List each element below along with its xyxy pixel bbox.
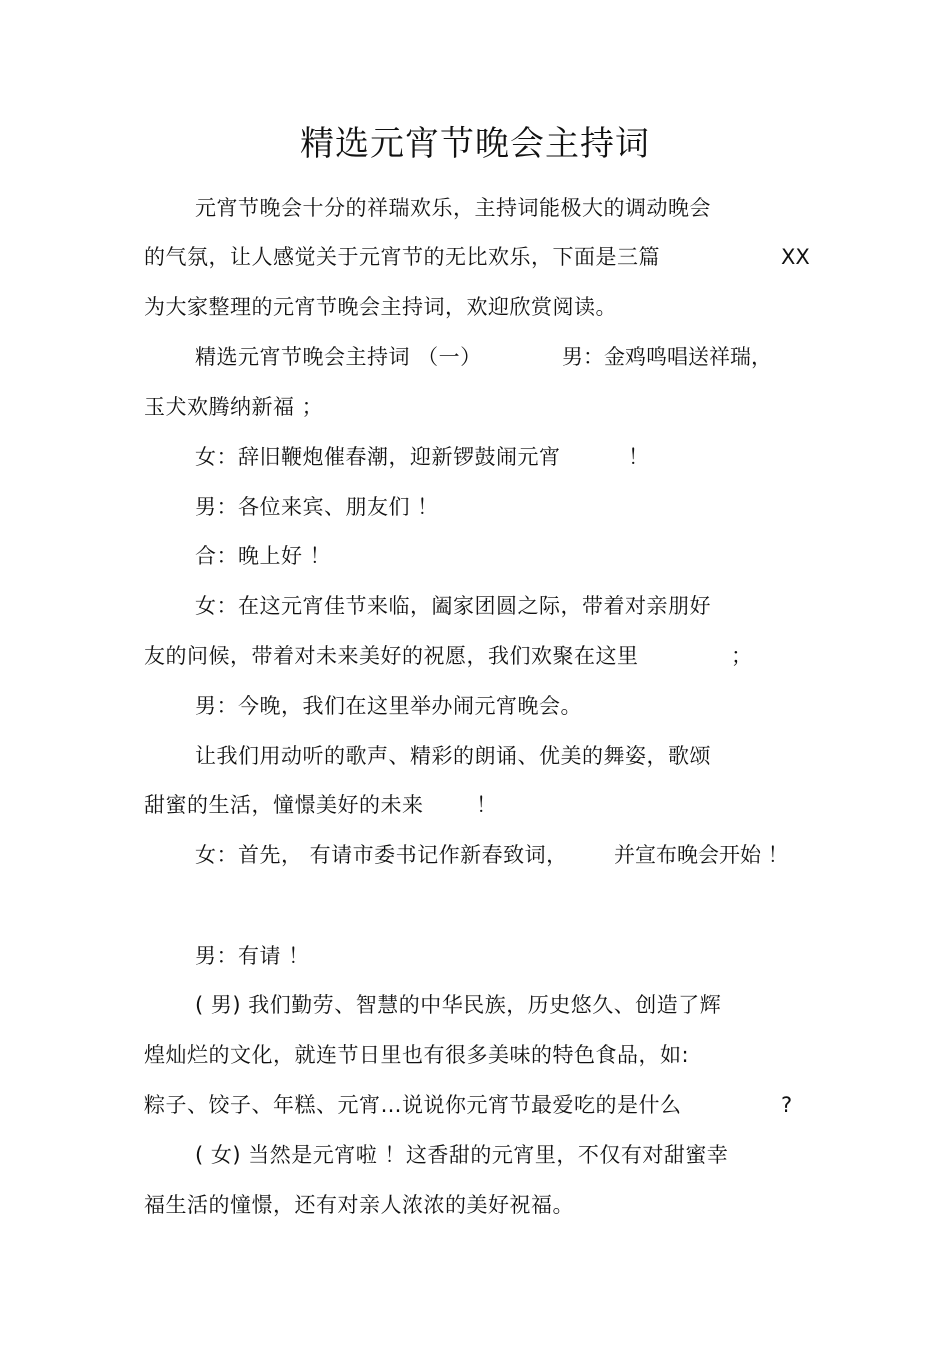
dialogue-line: ( 女) 当然是元宵啦 ！这香甜的元宵里，不仅有对甜蜜幸 xyxy=(195,1143,729,1167)
dialogue-line: 福生活的憧憬，还有对亲人浓浓的美好祝福。 xyxy=(144,1193,574,1217)
dialogue-line: 玉犬欢腾纳新福 ； xyxy=(144,395,324,419)
dialogue-line: 煌灿烂的文化，就连节日里也有很多美味的特色食品，如: xyxy=(144,1043,690,1067)
dialogue-line: ( 男) 我们勤劳、智慧的中华民族，历史悠久、创造了辉 xyxy=(195,993,722,1017)
paragraph-line: 的气氛，让人感觉关于元宵节的无比欢乐，下面是三篇 xyxy=(144,245,660,269)
dialogue-line-tail: ！ xyxy=(628,445,649,469)
dialogue-line-tail: ? xyxy=(781,1093,793,1117)
dialogue-line: 女：首先， 有请市委书记作新春致词， xyxy=(195,843,568,867)
paragraph-line: 元宵节晚会十分的祥瑞欢乐，主持词能极大的调动晚会 xyxy=(195,196,711,220)
dialogue-line: 男：金鸡鸣唱送祥瑞， xyxy=(562,345,772,369)
dialogue-line: 粽子、饺子、年糕、元宵…说说你元宵节最爱吃的是什么 xyxy=(144,1093,682,1117)
dialogue-line: 友的问候，带着对未来美好的祝愿，我们欢聚在这里 xyxy=(144,644,639,668)
dialogue-line: 男：今晚，我们在这里举办闹元宵晚会。 xyxy=(195,694,582,718)
dialogue-line-tail: ！ xyxy=(476,793,497,817)
paragraph-line-tail: XX xyxy=(781,245,810,269)
dialogue-line-tail: ； xyxy=(731,644,752,668)
dialogue-line: 女：在这元宵佳节来临，阖家团圆之际，带着对亲朋好 xyxy=(195,594,711,618)
dialogue-line: 男：有请 ！ xyxy=(195,944,310,968)
section-heading: 精选元宵节晚会主持词 （一） xyxy=(195,345,482,369)
dialogue-line: 甜蜜的生活，憧憬美好的未来 xyxy=(144,793,424,817)
dialogue-line: 合：晚上好 ！ xyxy=(195,544,332,568)
document-title: 精选元宵节晚会主持词 xyxy=(300,124,650,164)
dialogue-line: 让我们用动听的歌声、精彩的朗诵、优美的舞姿，歌颂 xyxy=(195,744,711,768)
dialogue-line-tail: 并宣布晚会开始 ！ xyxy=(614,843,789,867)
dialogue-line: 男：各位来宾、朋友们 ！ xyxy=(195,495,439,519)
dialogue-line: 女：辞旧鞭炮催春潮，迎新锣鼓闹元宵 xyxy=(195,445,561,469)
paragraph-line: 为大家整理的元宵节晚会主持词，欢迎欣赏阅读。 xyxy=(144,295,617,319)
